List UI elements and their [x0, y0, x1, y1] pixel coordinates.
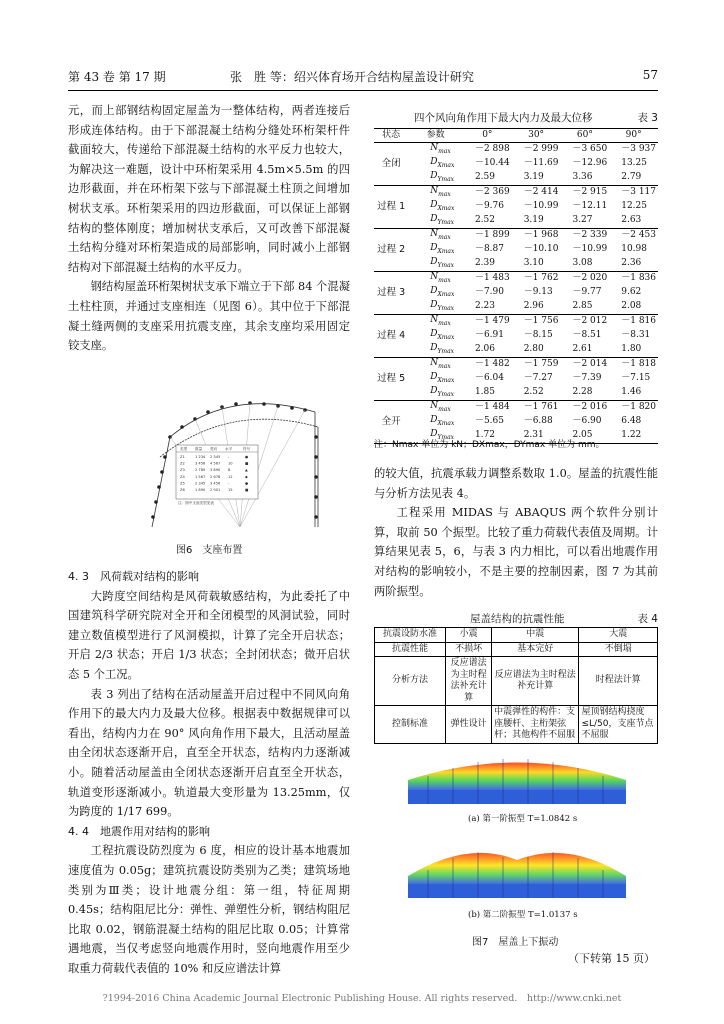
legend-header-horizontal: 水平: [225, 447, 233, 451]
table-3-param-symbol: N: [430, 401, 439, 411]
legend-header-count: 数量: [195, 447, 203, 451]
table-3-param-symbol: D: [430, 243, 438, 253]
lower-structure: [408, 790, 626, 804]
table-3-row: [374, 143, 658, 158]
legend-cell: 4 567: [210, 461, 221, 466]
table-3-row: [374, 286, 658, 300]
table-3-param-cell: [408, 171, 463, 186]
table-4-value-cell: 时程法计算: [579, 657, 658, 706]
table-3-value-cell: 3.36: [560, 171, 609, 186]
table-3-value-cell: －10.10: [523, 244, 559, 255]
table-3-param-subscript: Ymax: [437, 390, 455, 398]
table-4-row: [375, 628, 658, 643]
table-3-param-subscript: Ymax: [437, 261, 455, 269]
legend-cell: 2 901: [210, 488, 221, 492]
table-3-param-subscript: Xmax: [437, 204, 455, 212]
table-3-caption: 四个风向角作用下最大内力及最大位移: [414, 112, 593, 124]
table-3-param-subscript: max: [438, 190, 451, 198]
table-3-value-cell: 2.39: [463, 257, 512, 272]
table-3-value-cell: －1 479: [474, 316, 510, 327]
table-3-value-cell: 1.85: [463, 386, 512, 401]
table-3-row: [374, 214, 658, 229]
table-3-value-cell: －8.15: [523, 330, 553, 341]
table-4-value-cell: 反应谱法为主时程法补充计算: [446, 657, 492, 706]
table-3-header: 0°: [463, 129, 512, 143]
table-3-state-cell: 过程 1: [374, 186, 408, 229]
table-3-row: [374, 315, 658, 330]
table-4-caption: 屋盖结构的抗震性能: [470, 613, 565, 625]
table-4-value-cell: 反应谱法为主时程法补充计算: [492, 657, 579, 706]
legend-cell: 2 345: [195, 481, 206, 486]
table-3-row: [374, 415, 658, 429]
table-3-param-subscript: max: [438, 147, 451, 155]
table-3-param-cell: [408, 200, 463, 214]
table-3-value-cell: 2.80: [512, 343, 561, 358]
table-3-value-cell: －1 968: [523, 230, 559, 241]
table-3-value-cell: －1 482: [474, 359, 510, 370]
table-3-param-symbol: N: [430, 186, 439, 196]
table-3-value-cell: －7.15: [621, 373, 651, 384]
table-4-row: [375, 657, 658, 706]
table-3-param-symbol: D: [430, 386, 438, 396]
table-3-param-cell: [408, 214, 463, 229]
legend-cell: 15: [228, 488, 233, 492]
table-3-value-cell: 10.98: [621, 244, 647, 255]
table-3-row: [374, 272, 658, 287]
table-3-value-cell: －1 759: [523, 359, 559, 370]
legend-header-vertical: 竖向: [210, 447, 218, 451]
table-3-param-symbol: D: [430, 429, 438, 439]
table-3-value-cell: 2.59: [463, 171, 512, 186]
table-3-value-cell: －9.77: [572, 287, 602, 298]
table-3-value-cell: 3.08: [560, 257, 609, 272]
table-3-value-cell: －2 020: [572, 273, 608, 284]
table-3-header: 参数: [408, 129, 463, 143]
table-3-value-cell: －1 899: [474, 230, 510, 241]
table-3-row: [374, 186, 658, 201]
table-3-param-cell: [408, 386, 463, 401]
table-3-value-cell: 3.19: [512, 171, 561, 186]
table-3-value-cell: －7.39: [572, 373, 602, 384]
table-3-param-symbol: D: [430, 200, 438, 210]
table-3-value-cell: －8.51: [572, 330, 602, 341]
table-3-param-cell: [408, 401, 463, 416]
table-4-row: [375, 706, 658, 744]
continued-note: （下转第 15 页）: [568, 952, 655, 965]
table-3-param-symbol: N: [430, 272, 439, 282]
table-3-value-cell: －8.87: [474, 244, 504, 255]
table-3-value-cell: －7.27: [523, 373, 553, 384]
table-3-value-cell: －1 484: [474, 402, 510, 413]
table-3-state-cell: 过程 5: [374, 358, 408, 401]
legend-cell: ■: [245, 488, 249, 492]
table-3-state-cell: 全闭: [374, 143, 408, 186]
table-3-param-cell: [408, 186, 463, 201]
table-3-value-cell: 9.62: [621, 287, 642, 298]
table-3-value-cell: －6.91: [474, 330, 504, 341]
table-3-value-cell: －2 453: [621, 230, 656, 241]
table-3-param-subscript: Xmax: [437, 376, 455, 384]
table-3-param-cell: [408, 272, 463, 287]
table-3-value-cell: 6.48: [621, 416, 642, 427]
table-3-value-cell: －8.31: [621, 330, 651, 341]
table-3-row: [374, 171, 658, 186]
legend-cell: 3 890: [210, 468, 221, 473]
table-3-state-cell: 全开: [374, 401, 408, 444]
table-3-value-cell: －9.13: [523, 287, 553, 298]
legend-header-type: 类型: [180, 447, 188, 451]
figure-6-caption: 图6 支座布置: [176, 545, 243, 556]
table-3-param-subscript: Ymax: [437, 218, 455, 226]
table-3-value-cell: 2.79: [609, 171, 658, 186]
legend-cell: 2 345: [210, 455, 221, 459]
right-paragraph-1: 的较大值，抗震承载力调整系数取 1.0。屋盖的抗震性能与分析方法见表 4。: [374, 467, 658, 500]
section-4-3-title: 4. 3 风荷载对结构的影响: [68, 570, 199, 583]
table-3-value-cell: 1.46: [609, 386, 658, 401]
table-3-param-cell: [408, 286, 463, 300]
legend-cell: 2 789: [195, 468, 206, 473]
figure-7a-caption: (a) 第一阶振型 T=1.0842 s: [468, 814, 578, 824]
right-column-text: [374, 464, 658, 601]
table-3-param-symbol: N: [430, 143, 439, 153]
table-4-value-cell: 小震: [446, 628, 492, 643]
table-3-value-cell: －2 414: [523, 187, 559, 198]
table-3-value-cell: 2.85: [560, 300, 609, 315]
table-3-param-cell: [408, 415, 463, 429]
table-3-param-symbol: N: [430, 229, 439, 239]
table-3-value-cell: －5.65: [474, 416, 504, 427]
table-3-param-symbol: D: [430, 286, 438, 296]
table-3-param-cell: [408, 143, 463, 158]
legend-cell: 3 456: [210, 481, 221, 486]
table-3-row: [374, 343, 658, 358]
table-3-param-cell: [408, 300, 463, 315]
table-3-value-cell: －3 650: [572, 144, 608, 155]
table-4-value-cell: 弹性设计: [446, 706, 492, 744]
table-3-param-subscript: max: [438, 233, 451, 241]
legend-cell: ●: [245, 455, 249, 459]
legend-cell: ■: [245, 461, 249, 466]
table-3-param-cell: [408, 243, 463, 257]
legend-header-symbol: 符号: [243, 447, 251, 451]
table-3-row: [374, 157, 658, 171]
legend-cell: 8: [228, 468, 231, 473]
table-3-value-cell: －2 016: [572, 402, 608, 413]
header-rule: [68, 90, 658, 91]
legend-cell: Z2: [180, 461, 185, 466]
table-3-value-cell: 1.22: [609, 429, 658, 444]
table-3-value-cell: －9.76: [474, 201, 504, 212]
table-4-value-cell: 基本完好: [492, 642, 579, 657]
table-3-row: [374, 372, 658, 386]
table-3-param-cell: [408, 372, 463, 386]
table-3-param-symbol: D: [430, 171, 438, 181]
table-3: [374, 128, 658, 444]
table-4-value-cell: 不损坏: [446, 642, 492, 657]
table-3-param-subscript: Xmax: [437, 333, 455, 341]
table-3-value-cell: －10.44: [474, 158, 510, 169]
figure-7b-caption: (b) 第二阶振型 T=1.0137 s: [468, 910, 578, 920]
table-3-state-cell: 过程 2: [374, 229, 408, 272]
table-3-param-subscript: Ymax: [437, 347, 455, 355]
table-3-param-symbol: D: [430, 372, 438, 382]
table-3-param-subscript: max: [438, 319, 451, 327]
table-4-value-cell: 中震弹性的构件：支座腰杆、主桁架弦杆；其他构件不屈服: [492, 706, 579, 744]
table-4-label-cell: 抗震性能: [375, 642, 446, 657]
table-3-param-subscript: max: [438, 276, 451, 284]
legend-cell: Z1: [180, 455, 185, 459]
running-header: [68, 64, 658, 86]
table-4-value-cell: 不倒塌: [579, 642, 658, 657]
table-3-param-symbol: D: [430, 157, 438, 167]
table-4-row: [375, 642, 658, 657]
table-3-value-cell: －7.90: [474, 287, 504, 298]
support-legend-table: [176, 445, 258, 505]
table-4-value-cell: 屋顶钢结构挠度≤L/50，支座节点不屈服: [579, 706, 658, 744]
legend-cell: 10: [228, 461, 233, 466]
table-3-param-subscript: Xmax: [437, 161, 455, 169]
table-3-value-cell: 12.25: [621, 201, 647, 212]
table-3-param-symbol: N: [430, 315, 439, 325]
figure-7-caption: 图7 屋盖上下振动: [472, 937, 559, 948]
table-3-value-cell: 3.19: [512, 214, 561, 229]
legend-cell: 1 567: [195, 474, 206, 479]
table-3-value-cell: －3 937: [621, 144, 656, 155]
copyright-footer: ?1994-2016 China Academic Journal Electronic Publishing House. All rights reserved. http://www.cnki.net: [102, 993, 622, 1004]
table-3-value-cell: 2.52: [463, 214, 512, 229]
right-paragraph-2: 工程采用 MIDAS 与 ABAQUS 两个软件分别计算，取前 50 个振型。比较了重力荷载代表值及周期。计算结果见表 5，6，与表 3 内力相比，可以看出地震作用对结构的影响较小，不是主要的控制因素，图 7 为其前两阶振型。: [374, 506, 658, 598]
table-3-row: [374, 358, 658, 373]
table-3-value-cell: －6.90: [572, 416, 602, 427]
legend-cell: Z3: [180, 468, 185, 473]
table-4-label-cell: 抗震设防水准: [375, 628, 446, 643]
table-3-param-cell: [408, 157, 463, 171]
journal-volume: 第 43 卷 第 17 期: [68, 70, 166, 84]
table-4-number: 表 4: [637, 613, 658, 625]
table-3-state-cell: 过程 3: [374, 272, 408, 315]
left-paragraph-4: 表 3 列出了结构在活动屋盖开启过程中不同风向角作用下的最大内力及最大位移。根据表中数据规律可以看出，结构内力在 90° 风向角作用下最大，且活动屋盖由全闭状态逐渐开启，直至全开状态，结构内力逐渐减小。随着活动屋盖由全闭状态逐渐开启直至全开状态，轨道变形逐渐减小。轨道最大变形量为 13.25mm，仅为跨度的 1/17 699。: [68, 687, 350, 819]
legend-cell: 12: [228, 474, 233, 479]
table-3-row: [374, 401, 658, 416]
table-3-value-cell: －6.88: [523, 416, 553, 427]
table-3-value-cell: 2.61: [560, 343, 609, 358]
table-3-value-cell: －11.69: [523, 158, 559, 169]
table-3-param-cell: [408, 229, 463, 244]
legend-cell: -: [228, 455, 230, 459]
table-3-value-cell: 3.27: [560, 214, 609, 229]
legend-cell: Z4: [180, 474, 185, 479]
table-3-value-cell: －10.99: [572, 244, 608, 255]
left-paragraph-5: 工程抗震设防烈度为 6 度，相应的设计基本地震加速度值为 0.05g；建筑抗震设防类别为乙类；建筑场地类别为Ⅲ类；设计地震分组：第一组，特征周期 0.45s；结构阻尼比分：弹性、弹塑性分析，钢结构阻尼比取 0.02，钢筋混凝土结构的阻尼比取 0.05；计算常遇地震，当仅考虑竖向地震作用时，竖向地震作用至少取重力荷载代表值的 10% 和反应谱法计算: [68, 844, 350, 975]
table-4-label-cell: 控制标准: [375, 706, 446, 744]
table-3-row: [374, 257, 658, 272]
table-3-value-cell: －10.99: [523, 201, 559, 212]
table-3-param-symbol: N: [430, 358, 439, 368]
mode-shape-2-image: [398, 832, 636, 904]
table-4-value-cell: 大震: [579, 628, 658, 643]
table-3-value-cell: －2 898: [474, 144, 510, 155]
table-3-value-cell: －12.96: [572, 158, 608, 169]
table-3-param-subscript: Xmax: [437, 419, 455, 427]
section-4-4-title: 4. 4 地震作用对结构的影响: [68, 824, 210, 838]
table-3-value-cell: 1.80: [609, 343, 658, 358]
table-3-value-cell: －2 339: [572, 230, 608, 241]
table-3-param-subscript: Ymax: [437, 433, 455, 441]
table-3-value-cell: －1 761: [523, 402, 559, 413]
legend-cell: ▲: [245, 468, 248, 473]
table-3-header: 60°: [560, 129, 609, 143]
deformed-roof-shape: [408, 763, 626, 791]
table-3-param-subscript: Ymax: [437, 175, 455, 183]
table-3-number: 表 3: [637, 112, 658, 124]
table-3-param-cell: [408, 358, 463, 373]
table-4-value-cell: 中震: [492, 628, 579, 643]
legend-cell: 1 234: [195, 455, 206, 459]
table-3-param-subscript: Xmax: [437, 247, 455, 255]
table-3-value-cell: －1 483: [474, 273, 510, 284]
table-3-value-cell: －2 012: [572, 316, 608, 327]
legend-cell: 3 456: [195, 461, 206, 466]
table-3-value-cell: －1 818: [621, 359, 656, 370]
table-3-value-cell: －2 999: [523, 144, 559, 155]
table-3-header: 90°: [609, 129, 658, 143]
table-3-value-cell: 13.25: [621, 158, 647, 169]
legend-cell: Z6: [180, 488, 185, 492]
article-authors-title: 张 胜 等：绍兴体育场开合结构屋盖设计研究: [230, 70, 474, 84]
page-number: 57: [642, 68, 658, 82]
table-3-value-cell: －2 915: [572, 187, 608, 198]
mode-shape-1-image: [398, 740, 636, 810]
table-3-header: 30°: [512, 129, 561, 143]
left-paragraph-2: 钢结构屋盖环桁架树状支承下端立于下部 84 个混凝土柱柱顶，并通过支座相连（见图 6）。其中位于下部混凝土缝两侧的支座采用抗震支座，其余支座均采用固定铰支座。: [68, 280, 350, 353]
table-3-note: 注：Nmax 单位为 kN；DXmax，DYmax 单位为 mm。: [374, 440, 605, 450]
table-3-value-cell: 2.52: [512, 386, 561, 401]
table-3-row: [374, 329, 658, 343]
table-3-value-cell: 2.96: [512, 300, 561, 315]
table-3-value-cell: －1 762: [523, 273, 559, 284]
table-3-value-cell: －1 756: [523, 316, 559, 327]
table-3-param-subscript: Xmax: [437, 290, 455, 298]
table-3-value-cell: －2 014: [572, 359, 608, 370]
table-3-row: [374, 386, 658, 401]
table-3-param-subscript: max: [438, 405, 451, 413]
table-3-row: [374, 200, 658, 214]
table-3-value-cell: 2.28: [560, 386, 609, 401]
table-3-value-cell: －1 820: [621, 402, 656, 413]
deformed-roof-shape: [408, 853, 626, 884]
table-3-state-cell: 过程 4: [374, 315, 408, 358]
table-3-param-cell: [408, 343, 463, 358]
support-layout-figure: [140, 377, 330, 537]
table-3-value-cell: －1 816: [621, 316, 656, 327]
legend-cell: -: [228, 481, 230, 486]
table-3-header-row: [374, 129, 658, 143]
table-3-param-symbol: D: [430, 214, 438, 224]
table-3-value-cell: 1.72: [463, 429, 512, 444]
legend-cell: 2 678: [210, 474, 221, 479]
table-3-header: 状态: [374, 129, 408, 143]
table-3-param-cell: [408, 257, 463, 272]
table-3-value-cell: 2.05: [560, 429, 609, 444]
table-3-param-subscript: Ymax: [437, 304, 455, 312]
table-4-label-cell: 分析方法: [375, 657, 446, 706]
table-3-param-cell: [408, 315, 463, 330]
legend-note: 注：图中支座类型见表: [178, 501, 214, 505]
table-3-value-cell: 2.36: [609, 257, 658, 272]
left-paragraph-1: 元，而上部钢结构固定屋盖为一整体结构，两者连接后形成连体结构。由于下部混凝土结构分缝处环桁架杆件截面较大，传递给下部混凝土结构的水平反力也较大，为解决这一难题，设计中环桁架采用 4.5m×5.5m 的四边形截面，并在环桁架下弦与下部混凝土柱顶之间增加树状支承。环桁架采用的四边形截面，可以保证上部钢结构的整体刚度；增加树状支承后，又可改善下部混凝土结构分缝对环桁架造成的局部影响，同时减小上部钢结构对下部混凝土结构的水平反力。: [68, 104, 350, 274]
table-3-param-subscript: max: [438, 362, 451, 370]
legend-cell: Z5: [180, 481, 185, 486]
table-3-value-cell: －3 117: [621, 187, 656, 198]
table-3-param-cell: [408, 329, 463, 343]
left-paragraph-3: 大跨度空间结构是风荷载敏感结构，为此委托了中国建筑科学研究院对全开和全闭模型的风洞试验，同时建立数值模型进行了风洞模拟，计算了完全开启状态；开启 2/3 状态；开启 1/3 状态；全封闭状态；微开启状态 5 个工况。: [68, 589, 350, 681]
table-3-value-cell: 2.23: [463, 300, 512, 315]
left-column-top: [68, 101, 350, 356]
table-3-row: [374, 243, 658, 257]
table-3-param-symbol: D: [430, 343, 438, 353]
table-3-value-cell: 3.10: [512, 257, 561, 272]
table-3-value-cell: －6.04: [474, 373, 504, 384]
table-3-value-cell: 2.63: [609, 214, 658, 229]
left-column-bottom: [68, 567, 350, 978]
table-3-value-cell: 2.31: [512, 429, 561, 444]
table-3-row: [374, 229, 658, 244]
table-3-param-symbol: D: [430, 329, 438, 339]
legend-cell: ●: [245, 481, 249, 486]
table-3-value-cell: 2.08: [609, 300, 658, 315]
table-3-param-symbol: D: [430, 300, 438, 310]
table-3-value-cell: －1 836: [621, 273, 656, 284]
table-3-value-cell: 2.06: [463, 343, 512, 358]
table-3-row: [374, 300, 658, 315]
table-3-param-symbol: D: [430, 257, 438, 267]
table-3-param-symbol: D: [430, 415, 438, 425]
lower-structure: [408, 884, 626, 898]
legend-cell: 1 890: [195, 488, 206, 492]
table-3-value-cell: －12.11: [572, 201, 608, 212]
legend-cell: ◆: [245, 474, 248, 479]
table-4: [374, 627, 658, 744]
table-3-value-cell: －2 369: [474, 187, 510, 198]
